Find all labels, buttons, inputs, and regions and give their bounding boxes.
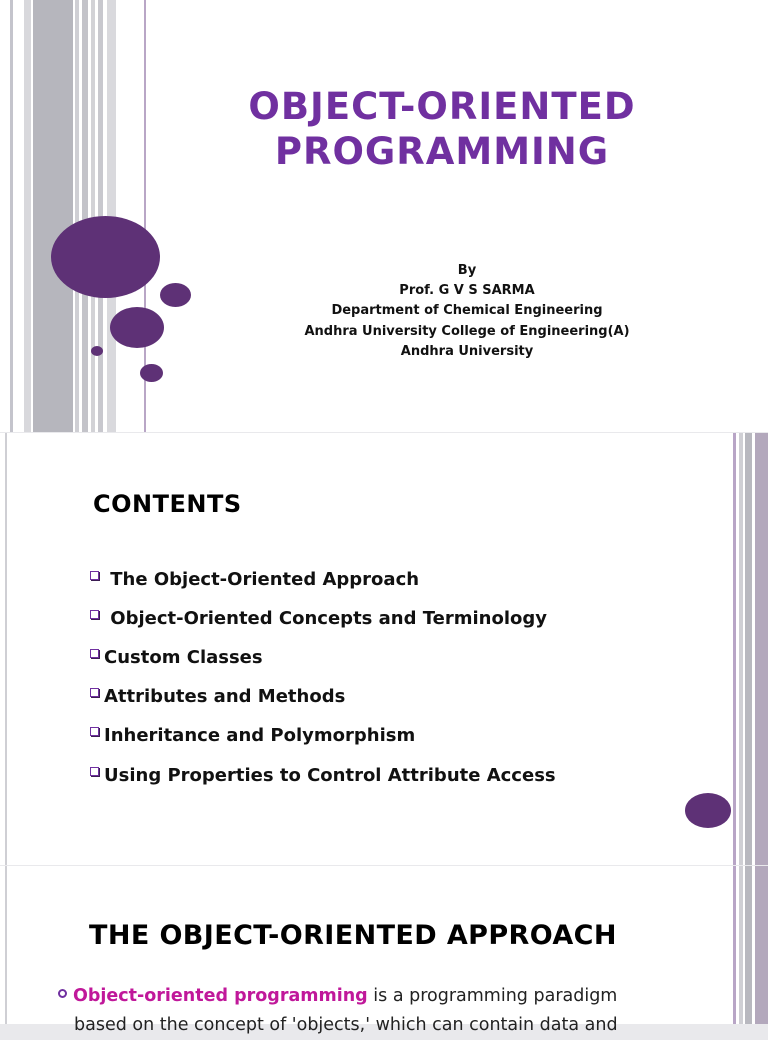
square-bullet-icon xyxy=(90,688,99,697)
decor-stripe xyxy=(755,866,768,1024)
decor-stripe xyxy=(733,866,736,1024)
decor-stripe xyxy=(739,866,743,1024)
decor-stripe xyxy=(10,0,13,432)
paragraph-text: based on the concept of 'objects,' which can contain data and xyxy=(74,1015,618,1035)
byline-line: Andhra University College of Engineering(A) xyxy=(304,323,630,339)
decor-stripe xyxy=(739,433,743,865)
title-slide xyxy=(0,0,768,432)
toc-item xyxy=(90,725,415,746)
toc-item-label: Custom Classes xyxy=(104,647,263,668)
title-line: OBJECT-ORIENTED xyxy=(248,85,636,128)
section-heading: THE OBJECT-ORIENTED APPROACH xyxy=(89,920,617,951)
author-byline xyxy=(267,261,667,362)
byline-line: Department of Chemical Engineering xyxy=(331,303,603,319)
decor-stripe xyxy=(33,0,73,432)
square-bullet-icon xyxy=(90,649,99,658)
toc-item-label: The Object-Oriented Approach xyxy=(104,569,420,590)
decor-stripe xyxy=(733,433,736,865)
decor-stripe xyxy=(5,866,7,1024)
square-bullet-icon xyxy=(90,727,99,736)
decor-circle xyxy=(110,307,164,348)
toc-item xyxy=(90,608,547,629)
decor-stripe xyxy=(755,433,768,865)
highlighted-term: Object-oriented programming xyxy=(73,986,368,1006)
toc-item xyxy=(90,686,345,707)
byline-line: Prof. G V S SARMA xyxy=(399,283,535,299)
decor-circle xyxy=(685,793,731,828)
decor-circle xyxy=(140,364,163,382)
toc-item xyxy=(90,647,263,668)
toc-item-label: Attributes and Methods xyxy=(104,686,346,707)
decor-stripe xyxy=(24,0,31,432)
square-bullet-icon xyxy=(90,571,99,580)
paragraph-text: is a programming paradigm xyxy=(367,986,618,1006)
square-bullet-icon xyxy=(90,767,99,776)
slide-title xyxy=(190,84,694,174)
toc-item xyxy=(90,569,419,590)
decor-stripe xyxy=(5,433,7,865)
decor-circle xyxy=(91,346,103,356)
decor-circle xyxy=(51,216,160,298)
decor-circle xyxy=(160,283,191,307)
decor-stripe xyxy=(745,433,752,865)
contents-heading: CONTENTS xyxy=(93,490,242,518)
decor-stripe xyxy=(82,0,88,432)
toc-item-label: Object-Oriented Concepts and Terminology xyxy=(104,608,547,629)
title-line: PROGRAMMING xyxy=(274,130,610,173)
byline-line: By xyxy=(457,263,477,278)
square-bullet-icon xyxy=(90,610,99,619)
circle-bullet-icon xyxy=(58,989,67,998)
byline-line: Andhra University xyxy=(400,343,534,359)
paragraph xyxy=(58,982,684,1040)
toc-item-label: Using Properties to Control Attribute Access xyxy=(104,765,556,786)
decor-stripe xyxy=(745,866,752,1024)
decor-stripe xyxy=(75,0,79,432)
toc-item-label: Inheritance and Polymorphism xyxy=(104,725,416,746)
toc-item xyxy=(90,765,556,786)
